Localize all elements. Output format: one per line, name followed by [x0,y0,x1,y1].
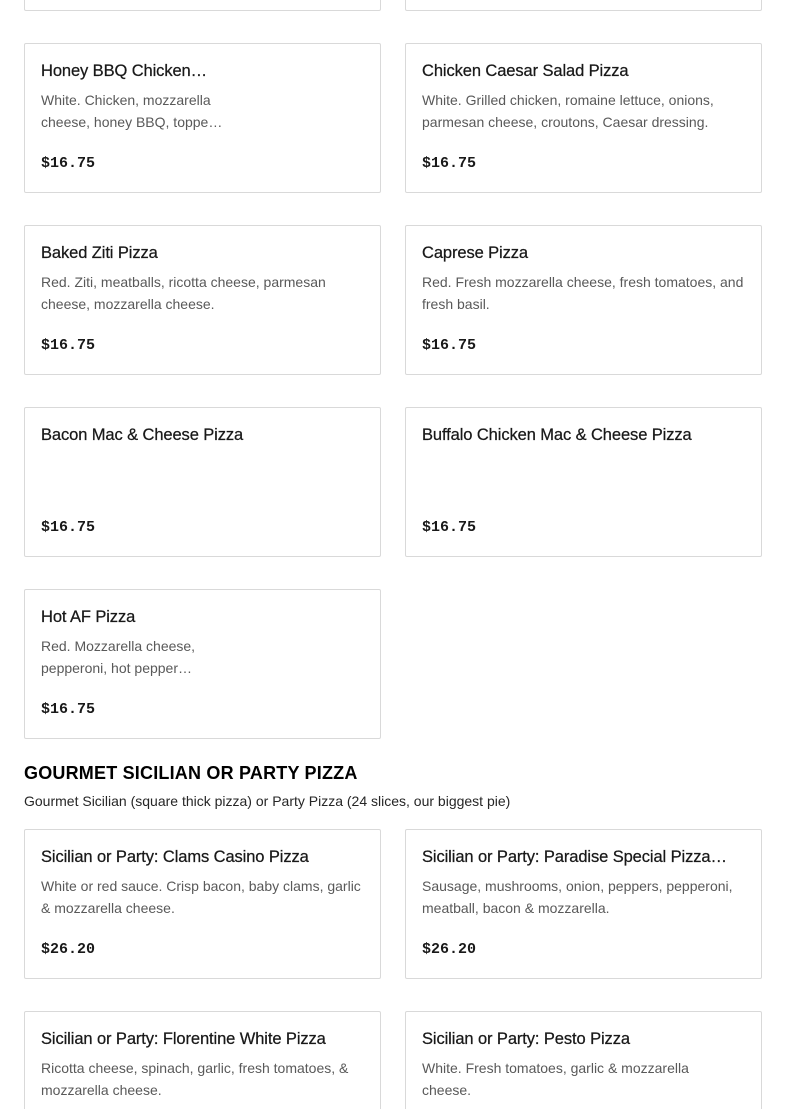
item-price: $26.20 [422,941,477,958]
item-name: Sicilian or Party: Florentine White Pizza [41,1030,326,1048]
item-price: $16.75 [41,701,96,718]
menu-item-card[interactable] [24,407,381,557]
item-description: White. Grilled chicken, romaine lettuce, onions, parmesan cheese, croutons, Caesar dressing. [422,92,714,130]
item-description: White. Chicken, mozzarella cheese, honey BBQ, toppe… [41,92,223,130]
item-description: Red. Ziti, meatballs, ricotta cheese, parmesan cheese, mozzarella cheese. [41,274,326,312]
item-price: $26.20 [41,941,96,958]
item-price: $16.75 [422,155,477,172]
item-description: Ricotta cheese, spinach, garlic, fresh tomatoes, & mozzarella cheese. [41,1060,349,1098]
item-description: Red. Fresh mozzarella cheese, fresh tomatoes, and fresh basil. [422,274,744,312]
item-price: $16.75 [422,519,477,536]
item-description: White or red sauce. Crisp bacon, baby clams, garlic & mozzarella cheese. [41,878,361,916]
item-name: Buffalo Chicken Mac & Cheese Pizza [422,426,692,444]
item-description: Red. Mozzarella cheese, pepperoni, hot pepper… [41,638,196,676]
menu-item-card[interactable] [24,829,381,979]
menu-item-card[interactable] [405,0,762,11]
item-name: Baked Ziti Pizza [41,244,158,262]
menu-item-card[interactable] [405,43,762,193]
item-name: Sicilian or Party: Pesto Pizza [422,1030,630,1048]
menu-item-card[interactable] [405,829,762,979]
menu-item-card[interactable] [24,589,381,739]
item-name: Caprese Pizza [422,244,528,262]
item-description: White. Fresh tomatoes, garlic & mozzarella cheese. [422,1060,689,1098]
section-description: Gourmet Sicilian (square thick pizza) or Party Pizza (24 slices, our biggest pie) [24,793,511,809]
item-name: Hot AF Pizza [41,608,136,626]
menu-item-card[interactable] [405,225,762,375]
item-price: $16.75 [422,337,477,354]
item-price: $16.75 [41,337,96,354]
item-name: Bacon Mac & Cheese Pizza [41,426,244,444]
item-name: Sicilian or Party: Paradise Special Pizza… [422,848,727,866]
menu-item-card[interactable] [24,225,381,375]
menu-item-card[interactable] [24,43,381,193]
menu-item-card[interactable] [405,407,762,557]
item-description: Sausage, mushrooms, onion, peppers, pepperoni, meatball, bacon & mozzarella. [422,878,733,916]
menu-item-card[interactable] [24,1011,381,1109]
menu-item-card[interactable] [405,1011,762,1109]
item-price: $16.75 [41,519,96,536]
item-name: Sicilian or Party: Clams Casino Pizza [41,848,309,866]
section-title: GOURMET SICILIAN OR PARTY PIZZA [24,763,358,783]
menu-item-card[interactable] [24,0,381,11]
item-price: $16.75 [41,155,96,172]
item-name: Honey BBQ Chicken… [41,62,208,80]
item-name: Chicken Caesar Salad Pizza [422,62,629,80]
